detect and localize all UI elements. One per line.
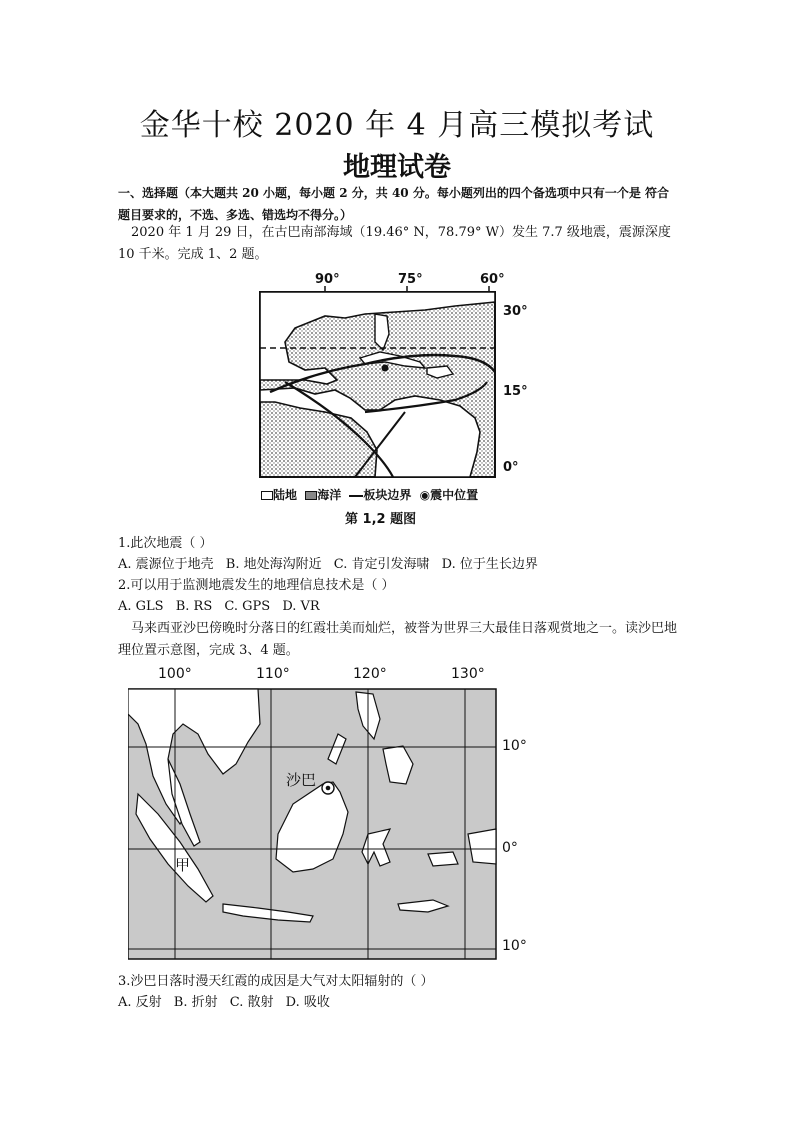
sabah-map [128, 664, 548, 964]
lon-label-110: 110° [256, 666, 290, 682]
legend-boundary-swatch [349, 495, 363, 497]
section-heading: 一、选择题（本大题共 20 小题，每小题 2 分，共 40 分。每小题列出的四个备选项中只有一个是 符合题目要求的，不选、多选、错选均不得分。） [118, 186, 669, 222]
q2-option-a[interactable]: A. GLS [118, 599, 164, 614]
question-1-stem: 1.此次地震（ ） [118, 536, 213, 551]
lat-label-0-2: 0° [502, 840, 518, 856]
map1-caption: 第 1,2 题图 [345, 512, 417, 527]
legend-epicenter-icon: ◉ [419, 488, 431, 502]
lon-label-120: 120° [353, 666, 387, 682]
place-label-jia: 甲 [175, 856, 191, 874]
exam-title: 金华十校 2020 年 4 月高三模拟考试 [139, 108, 655, 143]
lon-label-90: 90° [315, 272, 340, 287]
lat-label-10s: 10° [502, 938, 527, 954]
legend-sea: 海洋 [317, 488, 342, 502]
new-guinea-land [468, 829, 496, 864]
question-2-options [118, 597, 328, 617]
legend-land-swatch [261, 491, 273, 500]
legend-epicenter: 震中位置 [430, 488, 479, 502]
q2-option-d[interactable]: D. VR [282, 599, 320, 614]
legend-sea-swatch [305, 491, 317, 500]
lat-label-10n: 10° [502, 738, 527, 754]
q3-option-b[interactable]: B. 折射 [173, 995, 218, 1010]
lat-label-15: 15° [503, 384, 528, 399]
lon-label-130: 130° [451, 666, 485, 682]
q2-option-b[interactable]: B. RS [175, 599, 213, 614]
q3-option-d[interactable]: D. 吸收 [285, 995, 330, 1010]
sabah-map-figure [128, 664, 548, 964]
exam-subtitle: 地理试卷 [343, 152, 451, 183]
legend-boundary: 板块边界 [363, 488, 412, 502]
lat-label-0: 0° [503, 460, 519, 475]
place-label-sabah: 沙巴 [286, 771, 317, 789]
maluku-land [428, 852, 458, 866]
lon-label-60: 60° [480, 272, 505, 287]
q1-option-c[interactable]: C. 肯定引发海啸 [333, 557, 430, 572]
map1-legend [261, 486, 478, 503]
q3-option-a[interactable]: A. 反射 [118, 995, 162, 1010]
intro-paragraph-1: 2020 年 1 月 29 日，在古巴南部海域（19.46° N，78.79° W）发生 7.7 级地震，震源深度 10 千米。完成 1、2 题。 [118, 225, 671, 262]
lon-label-75: 75° [398, 272, 423, 287]
question-3-stem: 3.沙巴日落时漫天红霞的成因是大气对太阳辐射的（ ） [118, 974, 434, 989]
caribbean-map-figure [255, 272, 535, 527]
epicenter-marker [382, 365, 389, 372]
q2-option-c[interactable]: C. GPS [224, 599, 271, 614]
question-2-stem: 2.可以用于监测地震发生的地理信息技术是（ ） [118, 578, 395, 593]
q1-option-a[interactable]: A. 震源位于地壳 [118, 557, 214, 572]
q1-option-d[interactable]: D. 位于生长边界 [441, 557, 538, 572]
question-1-options [118, 555, 546, 575]
lat-label-30: 30° [503, 304, 528, 319]
question-3-options [118, 993, 338, 1013]
q1-option-b[interactable]: B. 地处海沟附近 [225, 557, 322, 572]
legend-land: 陆地 [273, 488, 298, 502]
q3-option-c[interactable]: C. 散射 [229, 995, 274, 1010]
lon-label-100: 100° [158, 666, 192, 682]
intro-paragraph-2: 马来西亚沙巴傍晚时分落日的红霞壮美而灿烂，被誉为世界三大最佳日落观赏地之一。读沙巴地理位置示意图，完成 3、4 题。 [118, 621, 678, 658]
